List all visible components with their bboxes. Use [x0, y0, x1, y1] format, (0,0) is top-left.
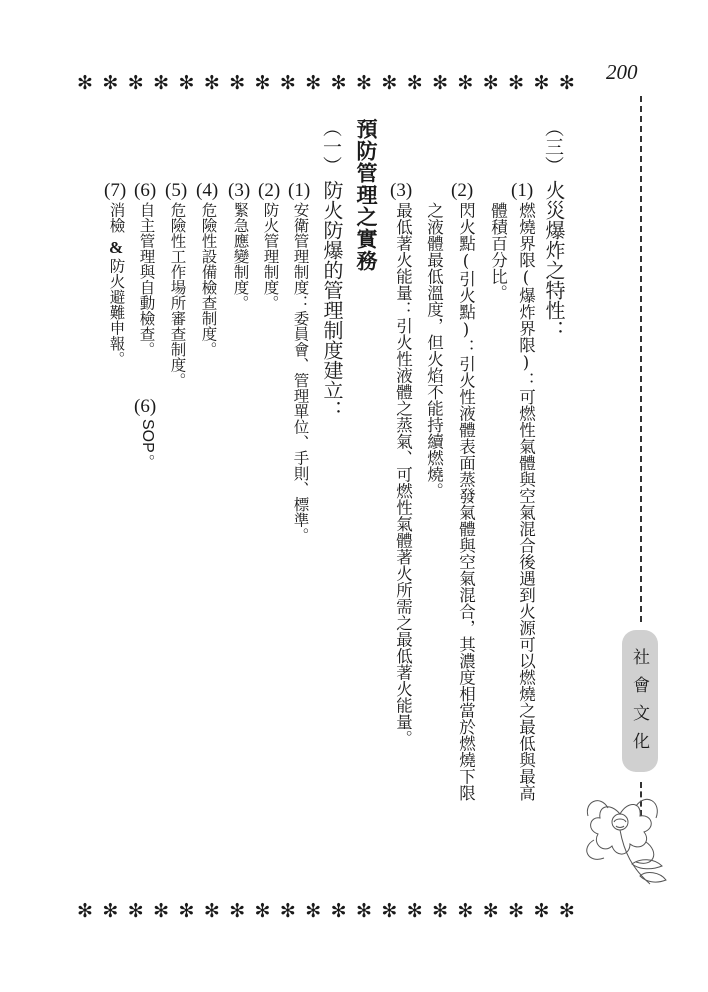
s1-item6-text: 自主管理與自動檢查。 [137, 202, 156, 357]
s3-item1-number: (1) [511, 180, 534, 201]
s3-item1-line2: 體積百分比。 [488, 202, 508, 301]
s1-item6-sop: SOP [139, 419, 156, 453]
s1-item7-number: (7) [104, 180, 127, 201]
star-ornament-icon: ✻ [432, 900, 448, 922]
star-ornament-icon: ✻ [533, 900, 550, 922]
star-ornament-icon: ✻ [203, 900, 220, 922]
s1-item4-text: 危險性設備檢查制度。 [199, 202, 218, 357]
s3-item2-line2: 之液體最低溫度，但火焰不能持續燃燒。 [424, 202, 444, 499]
star-ornament-icon: ✻ [533, 72, 550, 94]
s1-item7-text-b: 防火避難申報。 [107, 258, 126, 367]
page-number: 200 [606, 60, 638, 84]
star-ornament-icon: ✻ [432, 72, 448, 94]
star-ornament-icon: ✻ [127, 72, 144, 94]
s1-item5-number: (5) [165, 180, 188, 201]
star-ornament-icon: ✻ [558, 72, 575, 94]
star-ornament-icon: ✻ [254, 900, 271, 922]
flower-ornament-icon [570, 772, 680, 892]
star-ornament-icon: ✻ [279, 900, 296, 922]
s3-item2-line1: 閃火點(引火點)：引火性液體表面蒸發氣體與空氣混合，其濃度相當於燃燒下限 [456, 202, 476, 801]
star-ornament-icon: ✻ [153, 72, 170, 94]
section1-marker: （一） [320, 118, 342, 175]
s1-item5-text: 危險性工作場所審查制度。 [168, 202, 187, 388]
star-ornament-icon: ✻ [406, 900, 423, 922]
star-ornament-icon: ✻ [102, 900, 119, 922]
star-ornament-icon: ✻ [381, 900, 398, 922]
side-tab-label: 社會文化 [629, 648, 649, 760]
star-ornament-icon: ✻ [178, 900, 195, 922]
margin-dashed-line-upper [640, 96, 642, 622]
star-ornament-icon: ✻ [355, 900, 372, 922]
s1-item6-number: (6) [134, 180, 157, 201]
star-ornament-icon: ✻ [77, 900, 93, 922]
s3-item3-number: (3) [390, 180, 413, 201]
star-ornament-icon: ✻ [457, 72, 474, 94]
star-ornament-icon: ✻ [203, 72, 220, 94]
s3-item3-text: 最低著火能量：引火性液體之蒸氣、可燃性氣體著火所需之最低著火能量。 [393, 202, 413, 747]
star-ornament-icon: ✻ [406, 72, 423, 94]
s1-item1-number: (1) [288, 180, 311, 201]
s3-item1-line1: 燃燒界限(爆炸界限)：可燃性氣體與空氣混合後遇到火源可以燃燒之最低與最高 [516, 202, 536, 801]
star-ornament-icon: ✻ [482, 72, 499, 94]
s1-item7-ampersand: & [109, 238, 124, 257]
s1-item6-tail: 。 [137, 454, 156, 470]
star-ornament-icon: ✻ [102, 72, 119, 94]
s1-item3-text: 緊急應變制度。 [231, 202, 250, 311]
s1-item2-number: (2) [258, 180, 281, 201]
star-ornament-icon: ✻ [229, 72, 246, 94]
star-ornament-icon: ✻ [457, 900, 474, 922]
section1-title: 防火防爆的管理制度建立： [320, 180, 344, 420]
star-ornament-icon: ✻ [127, 900, 144, 922]
section3-title: 火災爆炸之特性： [542, 180, 566, 340]
star-ornament-icon: ✻ [482, 900, 499, 922]
star-ornament-icon: ✻ [330, 900, 347, 922]
star-ornament-icon: ✻ [558, 900, 575, 922]
star-ornament-icon: ✻ [355, 72, 372, 94]
star-ornament-icon: ✻ [305, 900, 322, 922]
s1-item2-text: 防火管理制度。 [261, 202, 280, 311]
star-ornament-icon: ✻ [305, 72, 322, 94]
star-ornament-icon: ✻ [381, 72, 398, 94]
main-title: 預防管理之實務 [354, 118, 378, 272]
star-ornament-icon: ✻ [254, 72, 271, 94]
s1-item7-text-a: 消檢 [107, 202, 126, 233]
s1-item1-text: 安衛管理制度：委員會、管理單位、手則、標準。 [291, 202, 310, 543]
star-ornament-icon: ✻ [229, 900, 246, 922]
section3-marker: （三） [542, 118, 564, 175]
s1-item3-number: (3) [228, 180, 251, 201]
star-ornament-icon: ✻ [508, 900, 525, 922]
star-ornament-icon: ✻ [77, 72, 93, 94]
star-ornament-icon: ✻ [508, 72, 525, 94]
s1-item6-sub-number: (6) [134, 396, 157, 417]
s3-item2-number: (2) [451, 180, 474, 201]
top-star-border [74, 70, 578, 96]
star-ornament-icon: ✻ [279, 72, 296, 94]
star-ornament-icon: ✻ [153, 900, 170, 922]
bottom-star-border [74, 898, 578, 924]
star-ornament-icon: ✻ [330, 72, 347, 94]
s1-item4-number: (4) [196, 180, 219, 201]
star-ornament-icon: ✻ [178, 72, 195, 94]
